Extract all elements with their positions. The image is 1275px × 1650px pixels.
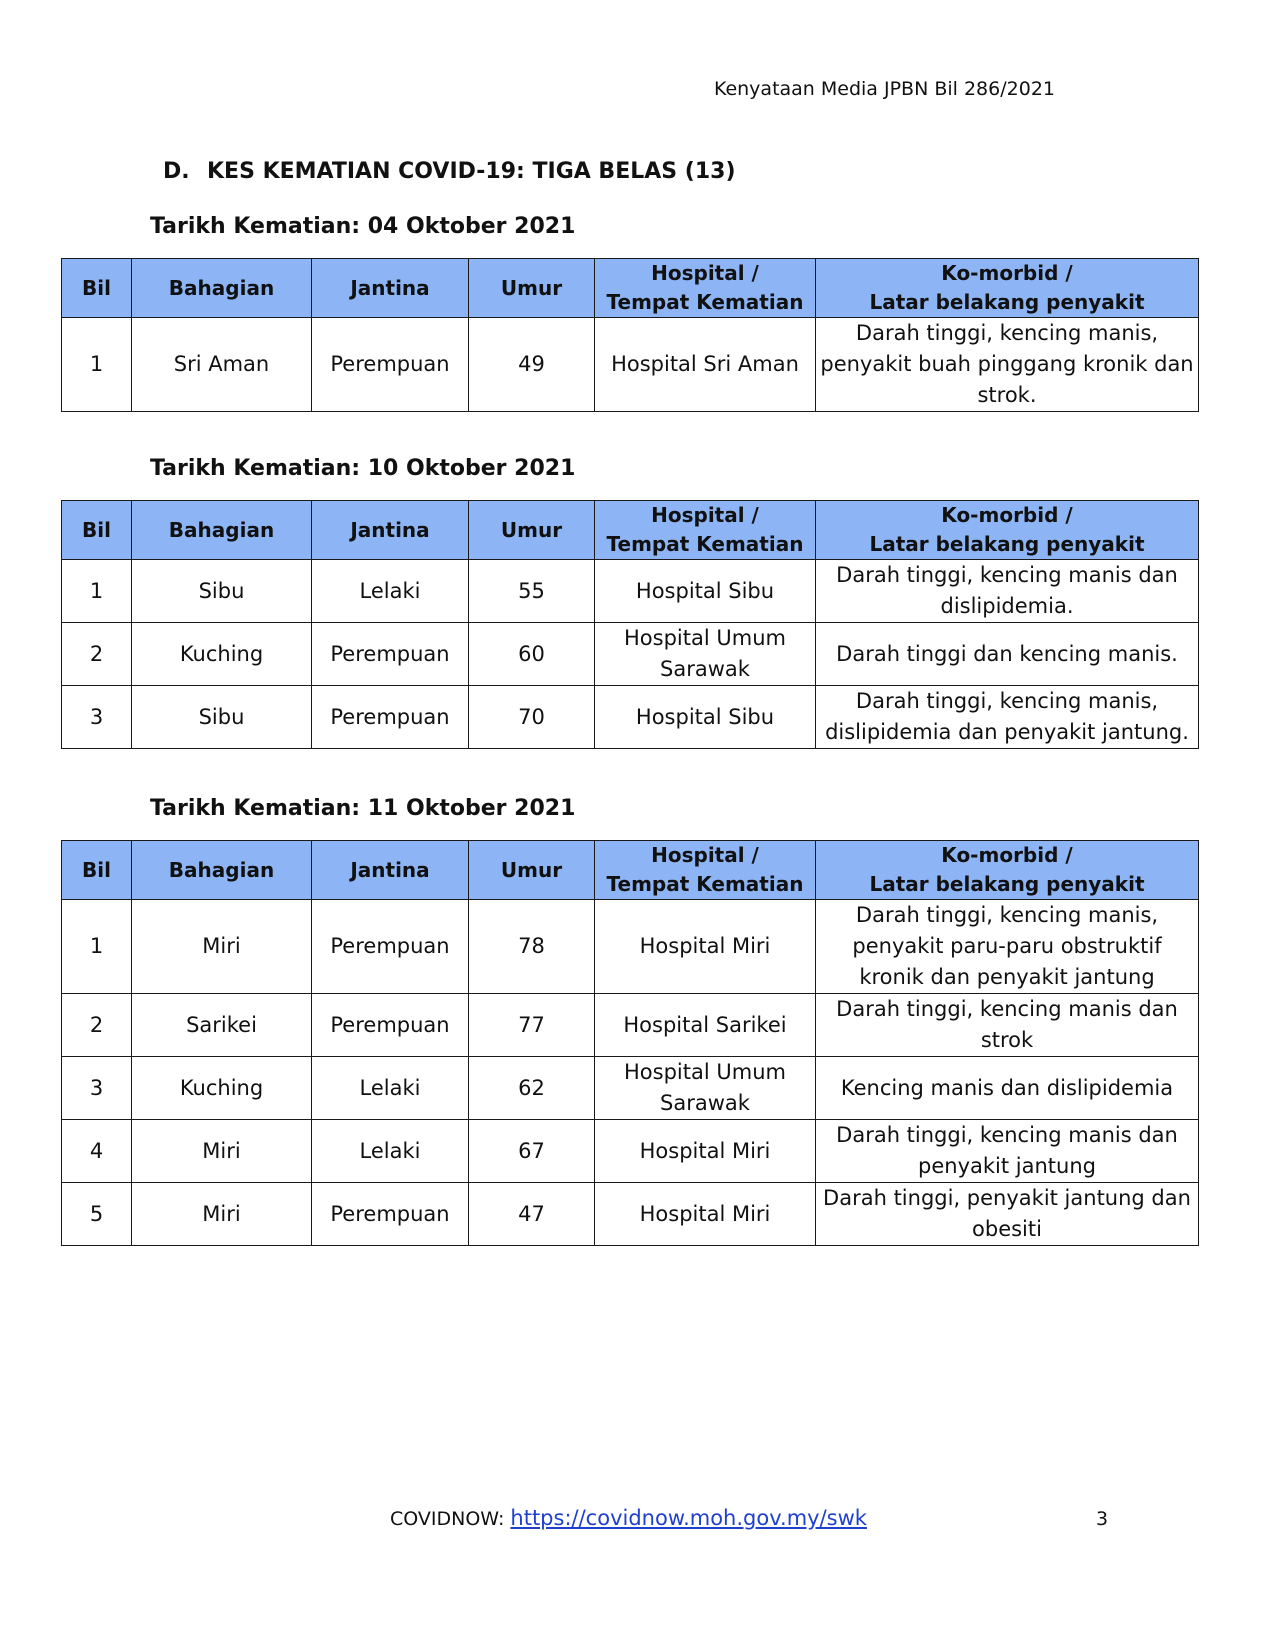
table-row: [62, 994, 1199, 1057]
column-header-komorbid-line1: Ko-morbid /: [941, 261, 1073, 285]
cell-bahagian: Sibu: [132, 560, 312, 623]
column-header-hospital: [595, 259, 816, 318]
deaths-table-3: [61, 840, 1199, 1246]
column-header-komorbid: [816, 501, 1199, 560]
table-row: [62, 1183, 1199, 1246]
cell-umur: 78: [469, 900, 595, 994]
cell-bahagian: Kuching: [132, 623, 312, 686]
cell-hospital: Hospital Umum Sarawak: [595, 623, 816, 686]
column-header-komorbid-line2: Latar belakang penyakit: [869, 532, 1145, 556]
cell-komorbid: Darah tinggi, kencing manis dan penyakit jantung: [816, 1120, 1199, 1183]
column-header-hospital: [595, 501, 816, 560]
column-header-jantina: Jantina: [312, 841, 469, 900]
cell-hospital: Hospital Sri Aman: [595, 318, 816, 412]
cell-komorbid: Darah tinggi, kencing manis dan dislipidemia.: [816, 560, 1199, 623]
table-row: [62, 623, 1199, 686]
cell-umur: 55: [469, 560, 595, 623]
cell-bil: 3: [62, 686, 132, 749]
cell-hospital: Hospital Sarikei: [595, 994, 816, 1057]
column-header-komorbid-line2: Latar belakang penyakit: [869, 872, 1145, 896]
column-header-hospital: [595, 841, 816, 900]
cell-bil: 2: [62, 623, 132, 686]
table-header-row: [62, 259, 1199, 318]
column-header-umur: Umur: [469, 841, 595, 900]
table-header-row: [62, 501, 1199, 560]
cell-jantina: Perempuan: [312, 623, 469, 686]
column-header-hospital-line2: Tempat Kematian: [606, 290, 804, 314]
section-title: [163, 159, 736, 184]
cell-bahagian: Sri Aman: [132, 318, 312, 412]
column-header-komorbid: [816, 841, 1199, 900]
cell-bahagian: Miri: [132, 1120, 312, 1183]
cell-jantina: Lelaki: [312, 1120, 469, 1183]
column-header-komorbid-line2: Latar belakang penyakit: [869, 290, 1145, 314]
column-header-hospital-line1: Hospital /: [651, 261, 759, 285]
date-heading-2: Tarikh Kematian: 10 Oktober 2021: [150, 456, 576, 481]
cell-bahagian: Sarikei: [132, 994, 312, 1057]
column-header-bil: Bil: [62, 501, 132, 560]
header-reference: Kenyataan Media JPBN Bil 286/2021: [713, 78, 1055, 100]
table-row: [62, 1057, 1199, 1120]
cell-hospital: Hospital Sibu: [595, 686, 816, 749]
column-header-bil: Bil: [62, 259, 132, 318]
cell-komorbid: Darah tinggi dan kencing manis.: [816, 623, 1199, 686]
cell-umur: 77: [469, 994, 595, 1057]
deaths-table-2: [61, 500, 1199, 749]
cell-bahagian: Miri: [132, 900, 312, 994]
cell-umur: 70: [469, 686, 595, 749]
cell-bil: 1: [62, 900, 132, 994]
cell-bahagian: Sibu: [132, 686, 312, 749]
column-header-bahagian: Bahagian: [132, 259, 312, 318]
cell-hospital: Hospital Sibu: [595, 560, 816, 623]
column-header-jantina: Jantina: [312, 501, 469, 560]
column-header-hospital-line2: Tempat Kematian: [606, 532, 804, 556]
table-row: [62, 318, 1199, 412]
cell-komorbid: Darah tinggi, kencing manis, penyakit paru-paru obstruktif kronik dan penyakit jantung: [816, 900, 1199, 994]
cell-hospital: Hospital Miri: [595, 1183, 816, 1246]
cell-hospital: Hospital Miri: [595, 900, 816, 994]
cell-umur: 67: [469, 1120, 595, 1183]
column-header-komorbid-line1: Ko-morbid /: [941, 843, 1073, 867]
cell-hospital: Hospital Umum Sarawak: [595, 1057, 816, 1120]
cell-umur: 60: [469, 623, 595, 686]
column-header-umur: Umur: [469, 259, 595, 318]
table-row: [62, 900, 1199, 994]
section-title-text: KES KEMATIAN COVID-19: TIGA BELAS (13): [207, 159, 736, 184]
cell-bil: 1: [62, 560, 132, 623]
column-header-jantina: Jantina: [312, 259, 469, 318]
cell-umur: 47: [469, 1183, 595, 1246]
cell-bil: 2: [62, 994, 132, 1057]
deaths-table-1: [61, 258, 1199, 412]
section-letter: D.: [163, 159, 190, 184]
cell-bahagian: Kuching: [132, 1057, 312, 1120]
footer: [390, 1506, 867, 1530]
cell-jantina: Perempuan: [312, 1183, 469, 1246]
column-header-komorbid-line1: Ko-morbid /: [941, 503, 1073, 527]
cell-komorbid: Darah tinggi, kencing manis dan strok: [816, 994, 1199, 1057]
page-number: 3: [1096, 1508, 1109, 1530]
cell-komorbid: Kencing manis dan dislipidemia: [816, 1057, 1199, 1120]
column-header-bahagian: Bahagian: [132, 501, 312, 560]
cell-umur: 62: [469, 1057, 595, 1120]
cell-jantina: Lelaki: [312, 1057, 469, 1120]
column-header-bil: Bil: [62, 841, 132, 900]
cell-umur: 49: [469, 318, 595, 412]
cell-komorbid: Darah tinggi, kencing manis, penyakit buah pinggang kronik dan strok.: [816, 318, 1199, 412]
date-heading-1: Tarikh Kematian: 04 Oktober 2021: [150, 214, 576, 239]
cell-jantina: Perempuan: [312, 994, 469, 1057]
cell-bil: 3: [62, 1057, 132, 1120]
column-header-hospital-line2: Tempat Kematian: [606, 872, 804, 896]
table-row: [62, 1120, 1199, 1183]
table-row: [62, 560, 1199, 623]
cell-bil: 1: [62, 318, 132, 412]
covidnow-link[interactable]: https://covidnow.moh.gov.my/swk: [510, 1506, 867, 1530]
footer-prefix: COVIDNOW:: [390, 1508, 511, 1530]
cell-hospital: Hospital Miri: [595, 1120, 816, 1183]
column-header-hospital-line1: Hospital /: [651, 503, 759, 527]
table-header-row: [62, 841, 1199, 900]
cell-bil: 4: [62, 1120, 132, 1183]
cell-bahagian: Miri: [132, 1183, 312, 1246]
column-header-bahagian: Bahagian: [132, 841, 312, 900]
cell-jantina: Perempuan: [312, 686, 469, 749]
column-header-hospital-line1: Hospital /: [651, 843, 759, 867]
cell-jantina: Perempuan: [312, 900, 469, 994]
cell-jantina: Perempuan: [312, 318, 469, 412]
column-header-komorbid: [816, 259, 1199, 318]
table-row: [62, 686, 1199, 749]
cell-jantina: Lelaki: [312, 560, 469, 623]
cell-komorbid: Darah tinggi, penyakit jantung dan obesiti: [816, 1183, 1199, 1246]
column-header-umur: Umur: [469, 501, 595, 560]
cell-komorbid: Darah tinggi, kencing manis, dislipidemia dan penyakit jantung.: [816, 686, 1199, 749]
date-heading-3: Tarikh Kematian: 11 Oktober 2021: [150, 796, 576, 821]
cell-bil: 5: [62, 1183, 132, 1246]
